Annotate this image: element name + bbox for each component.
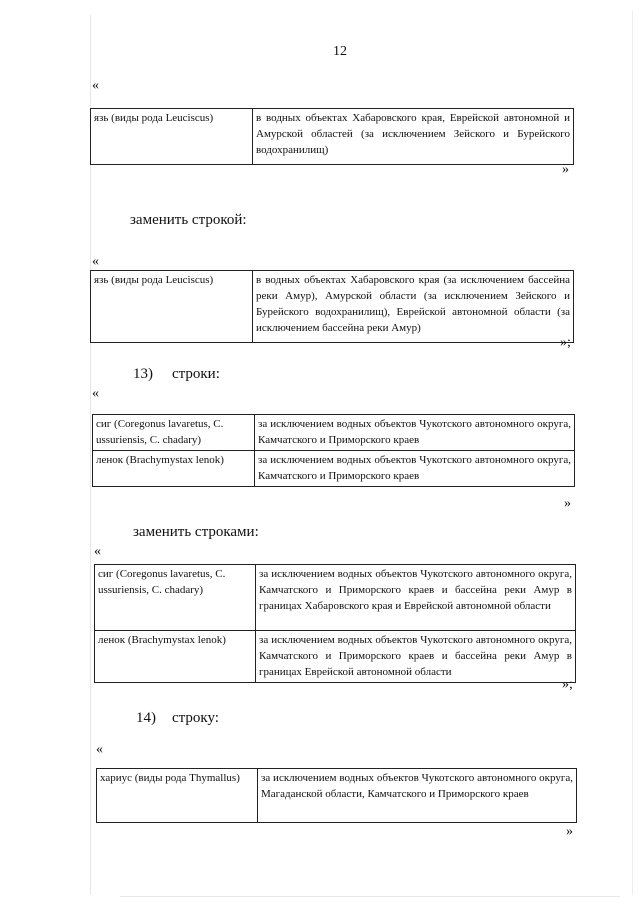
open-quote: « (96, 742, 103, 757)
area-cell: за исключением водных объектов Чукотского автономного округа, Камчатского и Приморского краев (255, 415, 575, 451)
table-row (91, 109, 574, 165)
species-cell: сиг (Coregonus lavaretus, C. ussuriensis, C. chadary) (93, 415, 255, 451)
area-cell: в водных объектах Хабаровского края (за исключением бассейна реки Амур), Амурской области (за исключением Зейского и Бурейского водохранилищ), Еврейской автономной области (за исключением бассейна реки Амур) (253, 271, 574, 343)
table-row (93, 415, 575, 451)
open-quote: « (92, 254, 99, 269)
area-cell: за исключением водных объектов Чукотского автономного округа, Камчатского и Приморского краев (255, 451, 575, 487)
table-row (95, 565, 576, 631)
open-quote: « (94, 544, 101, 559)
close-quote-semicolon: »; (560, 335, 571, 350)
area-cell: в водных объектах Хабаровского края, Еврейской автономной и Амурской областей (за исключением Зейского и Бурейского водохранилищ) (253, 109, 574, 165)
replace-line-heading: заменить строкой: (130, 212, 247, 228)
table-row (95, 631, 576, 683)
close-quote: » (566, 824, 573, 839)
scan-edge-bottom (120, 896, 620, 897)
table-row (97, 769, 577, 823)
open-quote: « (92, 78, 99, 93)
area-cell: за исключением водных объектов Чукотского автономного округа, Камчатского и Приморского краев и бассейна реки Амур в границах Хабаровского края и Еврейской автономной области (256, 565, 576, 631)
amendment-table-original-yaz (90, 108, 574, 165)
amendment-table-original-kharius (96, 768, 577, 823)
item-14-number: 14) (136, 710, 156, 726)
close-quote: » (562, 162, 569, 177)
area-cell: за исключением водных объектов Чукотского автономного округа, Магаданской области, Камчатского и Приморского краев (258, 769, 577, 823)
amendment-table-new-yaz (90, 270, 574, 343)
species-cell: язь (виды рода Leuciscus) (91, 109, 253, 165)
item-13-number: 13) (133, 366, 153, 382)
amendment-table-new-sig-lenok (94, 564, 576, 683)
replace-lines-heading: заменить строками: (133, 524, 259, 540)
open-quote: « (92, 386, 99, 401)
amendment-table-original-sig-lenok (92, 414, 575, 487)
species-cell: ленок (Brachymystax lenok) (93, 451, 255, 487)
table-row (91, 271, 574, 343)
close-quote: » (564, 496, 571, 511)
close-quote-semicolon: »; (562, 677, 573, 692)
page-number: 12 (333, 44, 347, 59)
species-cell: хариус (виды рода Thymallus) (97, 769, 258, 823)
species-cell: сиг (Coregonus lavaretus, C. ussuriensis, C. chadary) (95, 565, 256, 631)
area-cell: за исключением водных объектов Чукотского автономного округа, Камчатского и Приморского краев и бассейна реки Амур в границах Еврейской автономной области (256, 631, 576, 683)
species-cell: ленок (Brachymystax lenok) (95, 631, 256, 683)
species-cell: язь (виды рода Leuciscus) (91, 271, 253, 343)
scan-edge-right (632, 10, 633, 895)
item-14-label: строку: (172, 710, 219, 726)
table-row (93, 451, 575, 487)
item-13-label: строки: (172, 366, 220, 382)
